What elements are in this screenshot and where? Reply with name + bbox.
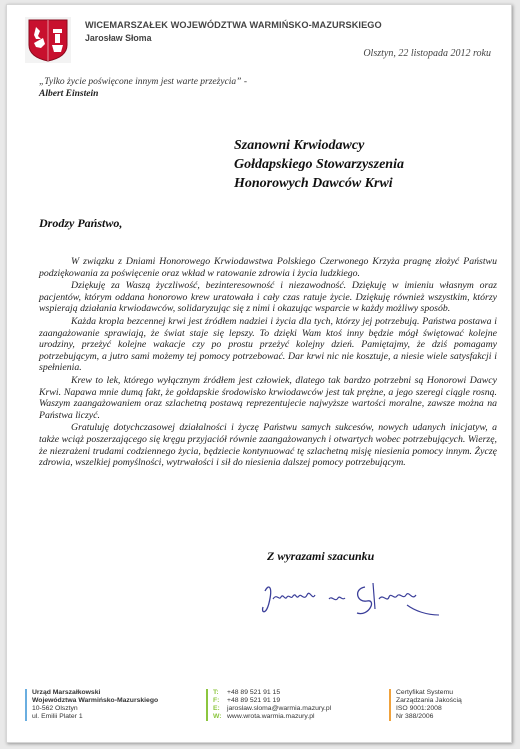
- contact-value: +48 89 521 91 15: [227, 689, 281, 696]
- footer-office-line: ul. Emilii Plater 1: [32, 712, 83, 720]
- footer-cert-line: Zarządzania Jakością: [396, 696, 462, 704]
- closing-phrase: Z wyrazami szacunku: [267, 549, 375, 563]
- footer-contacts: [206, 689, 378, 721]
- contact-value: +48 89 521 91 19: [227, 696, 281, 704]
- footer-office: [25, 689, 158, 721]
- body-paragraph: Dziękuję za Waszą życzliwość, bezinteresowność i niezawodność. Dziękuję w imieniu własnym oraz pacjentów, którym oddana honorowo krew uratowała i cały czas ratuje życie. Dziękuję również wszystkim, którzy wspierają działania krwiodawców, solidaryzując się z nimi i okazując wsparcie w każdy możliwy sposób.: [39, 280, 497, 315]
- quote-text: „Tylko życie poświęcone innym jest warte przeżycia” -: [39, 77, 247, 87]
- salutation: Drodzy Państwo,: [39, 216, 123, 230]
- contact-key: F:: [213, 696, 220, 704]
- addressee-block: [234, 136, 404, 193]
- contact-value: www.wrota.warmia.mazury.pl: [227, 712, 315, 720]
- contact-key: T:: [213, 689, 219, 696]
- quote-author: Albert Einstein: [39, 89, 99, 99]
- addressee-line: Honorowych Dawców Krwi: [234, 176, 393, 191]
- header-name: Jarosław Słoma: [85, 33, 152, 43]
- body-paragraph: W związku z Dniami Honorowego Krwiodawstwa Polskiego Czerwonego Krzyża pragnę złożyć Państwu podziękowania za poświęcenie oraz wkład w ratowanie zdrowia i życia ludzkiego.: [39, 256, 497, 279]
- footer-contact-fax: [213, 697, 378, 705]
- footer-office-line: 10-562 Olsztyn: [32, 704, 78, 712]
- contact-value: jaroslaw.sloma@warmia.mazury.pl: [227, 704, 332, 712]
- footer-cert-line: Nr 388/2006: [396, 712, 434, 720]
- header-title: WICEMARSZAŁEK WOJEWÓDZTWA WARMIŃSKO-MAZURSKIEGO: [85, 20, 382, 30]
- contact-key: E:: [213, 704, 220, 712]
- letter-body: [39, 256, 497, 470]
- body-paragraph: Każda kropla bezcennej krwi jest źródłem nadziei i życia dla tych, którzy jej potrzebują. Państwa postawa i zaangażowanie sprawiają, że świat staje się lepszy. To dzięki Wam ktoś inny będzie mógł świętować kolejne urodziny, przeżyć kolejne wakacje czy po prostu przeżyć kolejny dzień. Pamiętajmy, że dziś pomagamy potrzebującym, a jutro sami możemy tej pomocy potrzebować. Dar krwi nic nie kosztuje, a niesie wiele satysfakcji i spełnienia.: [39, 315, 497, 374]
- footer-contact-email: [213, 705, 378, 713]
- footer-certificate: [389, 689, 462, 721]
- letter-page: [6, 4, 512, 743]
- footer-contact-phone: [213, 689, 378, 697]
- footer-cert-line: Certyfikat Systemu: [396, 689, 454, 696]
- footer-office-line: Województwa Warmińsko-Mazurskiego: [32, 696, 159, 704]
- letter-footer: [7, 689, 511, 733]
- footer-office-line: Urząd Marszałkowski: [32, 689, 101, 696]
- signature-image: [257, 573, 447, 635]
- addressee-line: Gołdapskiego Stowarzyszenia: [234, 157, 404, 172]
- contact-key: W:: [213, 712, 222, 720]
- letter-date: Olsztyn, 22 listopada 2012 roku: [363, 48, 491, 59]
- coat-of-arms-icon: [25, 17, 71, 63]
- footer-cert-line: ISO 9001:2008: [396, 704, 442, 712]
- body-paragraph: Krew to lek, którego wyłącznym źródłem jest człowiek, dlatego tak bardzo potrzebni są Honorowi Dawcy Krwi. Napawa mnie dumą fakt, że gołdapskie środowisko krwiodawców jest tak prężne, a jego szeregi ciągle rosną. Waszym zaangażowaniem oraz szlachetną postawą reprezentujecie najwyższe wartości moralne, zawsze można na Państwa liczyć.: [39, 374, 497, 421]
- footer-contact-web: [213, 713, 378, 721]
- addressee-line: Szanowni Krwiodawcy: [234, 138, 365, 153]
- body-paragraph: Gratuluję dotychczasowej działalności i życzę Państwu samych sukcesów, nowych udanych inicjatyw, a także wciąż poszerzającego się kręgu przyjaciół równie zaangażowanych i otwartych wobec potrzebujących. Wierzę, że niezrażeni trudami codziennego życia, będziecie kontynuować tę szlachetną misję niesienia pomocy innym. Życzę zdrowia, wszelkiej pomyślności, wytrwałości i sił do niesienia dalszej pomocy potrzebującym.: [39, 422, 497, 469]
